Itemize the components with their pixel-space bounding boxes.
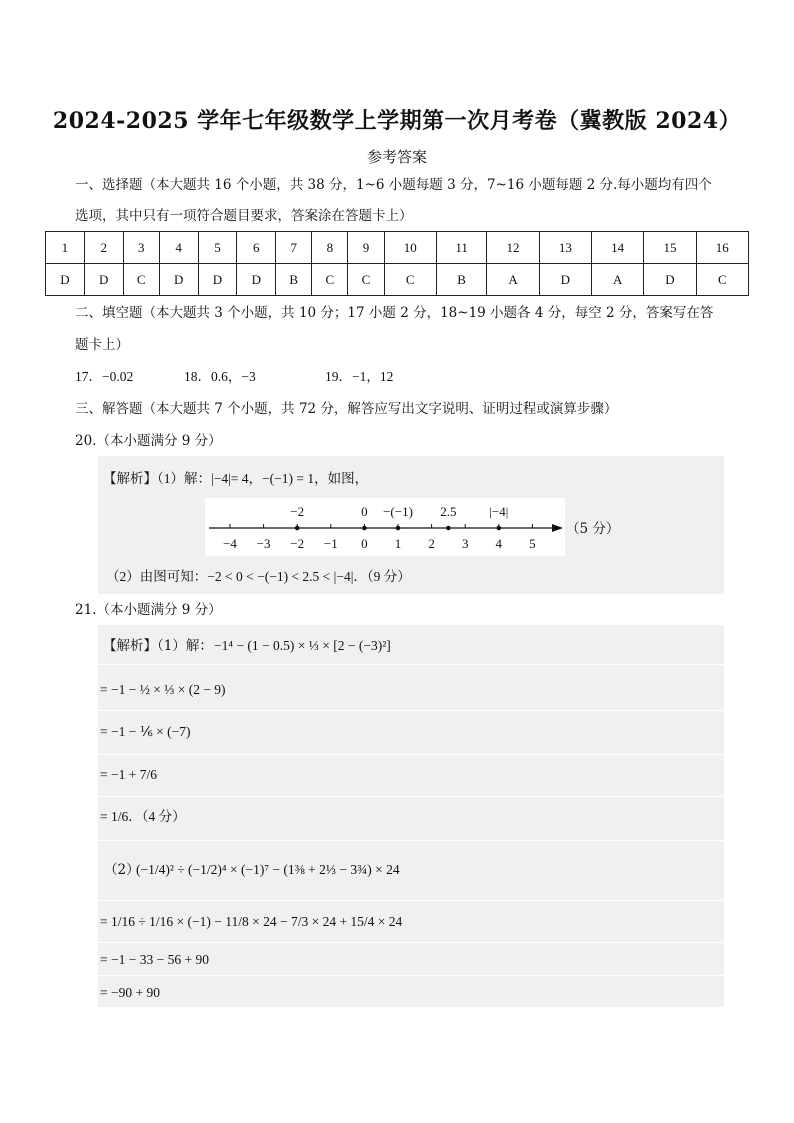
answer-cell: D xyxy=(84,264,123,296)
q21-part1-expression: −1⁴ − (1 − 0.5) × ⅓ × [2 − (−3)²] xyxy=(214,638,391,653)
point-label: −(−1) xyxy=(383,504,413,519)
question-number-cell: 3 xyxy=(123,232,159,264)
answer-cell: D xyxy=(539,264,591,296)
q20-part2: （2）由图可知：−2 < 0 < −(−1) < 2.5 < |−4|．（9 分） xyxy=(106,569,411,584)
answer-cell: D xyxy=(159,264,198,296)
q20-part1: 【解析】（1）解：|−4|= 4，−(−1) = 1，如图， xyxy=(103,471,369,486)
tick-label: 3 xyxy=(461,536,469,551)
answer-cell: C xyxy=(312,264,348,296)
answer-19: 19．−1，12 xyxy=(325,369,394,384)
question-number-cell: 8 xyxy=(312,232,348,264)
answer-cell: D xyxy=(46,264,85,296)
tick-label: −2 xyxy=(290,536,305,551)
question-number-cell: 16 xyxy=(696,232,748,264)
q21-step-3: = −1 + 7/6 xyxy=(100,767,157,782)
point-label: 2.5 xyxy=(440,504,457,519)
q21-step-7: = −90 + 90 xyxy=(100,985,160,1000)
q21-part2-expression: (−1/4)² ÷ (−1/2)⁴ × (−1)⁷ − (1⅜ + 2⅓ − 3¾) × 24 xyxy=(136,862,400,877)
number-line xyxy=(205,498,565,556)
answer-cell: C xyxy=(384,264,436,296)
q21-step-4: = 1/6．（4 分） xyxy=(100,809,186,824)
q20-score-5: （5 分） xyxy=(566,521,620,537)
question-number-cell: 12 xyxy=(487,232,539,264)
section2-heading-line1: 二、填空题（本大题共 3 个小题，共 10 分；17 小题 2 分，18~19 小题各 4 分，每空 2 分，答案写在答 xyxy=(75,305,714,321)
question-number-cell: 14 xyxy=(592,232,644,264)
tick-label: −4 xyxy=(223,536,237,551)
page-title: 2024-2025 学年七年级数学上学期第一次月考卷（冀教版 2024） xyxy=(52,108,742,134)
answer-cell: B xyxy=(436,264,487,296)
answer-cell: D xyxy=(198,264,237,296)
question-number-cell: 13 xyxy=(539,232,591,264)
tick-label: 2 xyxy=(428,536,435,551)
tick-label: −1 xyxy=(323,536,338,551)
tick-label: 4 xyxy=(495,536,503,551)
q21-part2-label: （2） xyxy=(104,862,140,878)
section2-heading-line2: 题卡上） xyxy=(75,337,129,353)
page-subtitle: 参考答案 xyxy=(366,148,427,166)
answer-table-number-row xyxy=(46,232,749,264)
point-marker xyxy=(497,526,502,531)
tick-label: 1 xyxy=(394,536,402,551)
point-label: −2 xyxy=(290,504,305,519)
q21-header: 21.（本小题满分 9 分） xyxy=(75,602,222,618)
answer-cell: C xyxy=(348,264,384,296)
question-number-cell: 15 xyxy=(644,232,696,264)
answer-cell: A xyxy=(592,264,644,296)
answer-table-answer-row xyxy=(46,264,749,296)
section3-heading: 三、解答题（本大题共 7 个小题，共 72 分，解答应写出文字说明、证明过程或演算步骤） xyxy=(75,401,618,417)
point-label: 0 xyxy=(361,504,368,519)
point-marker xyxy=(396,526,401,531)
point-marker xyxy=(446,526,451,531)
question-number-cell: 4 xyxy=(159,232,198,264)
tick-label: −3 xyxy=(256,536,271,551)
question-number-cell: 2 xyxy=(84,232,123,264)
point-marker xyxy=(362,526,367,531)
answer-18: 18．0.6，−3 xyxy=(184,369,256,384)
question-number-cell: 11 xyxy=(436,232,487,264)
question-number-cell: 1 xyxy=(46,232,85,264)
point-marker xyxy=(295,526,300,531)
q20-header: 20.（本小题满分 9 分） xyxy=(75,433,222,449)
answer-cell: D xyxy=(644,264,696,296)
answer-cell: D xyxy=(237,264,276,296)
q21-step-5: = 1/16 ÷ 1/16 × (−1) − 11/8 × 24 − 7/3 × 24 + 15/4 × 24 xyxy=(100,914,403,929)
question-number-cell: 10 xyxy=(384,232,436,264)
tick-label: 0 xyxy=(361,536,368,551)
tick-label: 5 xyxy=(529,536,536,551)
point-label: |−4| xyxy=(489,504,509,519)
answer-cell: A xyxy=(487,264,539,296)
section1-heading-line2: 选项，其中只有一项符合题目要求，答案涂在答题卡上） xyxy=(75,208,413,224)
q21-step-6: = −1 − 33 − 56 + 90 xyxy=(100,952,209,967)
question-number-cell: 5 xyxy=(198,232,237,264)
q21-part1-label: 【解析】（1）解： xyxy=(103,638,213,654)
question-number-cell: 6 xyxy=(237,232,276,264)
answer-cell: C xyxy=(696,264,748,296)
answer-table xyxy=(45,231,749,296)
answer-17: 17．−0.02 xyxy=(75,369,134,384)
section1-heading-line1: 一、选择题（本大题共 16 个小题，共 38 分，1~6 小题每题 3 分，7~16 小题每题 2 分.每小题均有四个 xyxy=(75,177,712,193)
answer-cell: B xyxy=(276,264,312,296)
question-number-cell: 7 xyxy=(276,232,312,264)
question-number-cell: 9 xyxy=(348,232,384,264)
q21-step-2: = −1 − ⅙ × (−7) xyxy=(100,724,191,739)
q21-step-1: = −1 − ½ × ⅓ × (2 − 9) xyxy=(100,682,226,697)
answer-cell: C xyxy=(123,264,159,296)
